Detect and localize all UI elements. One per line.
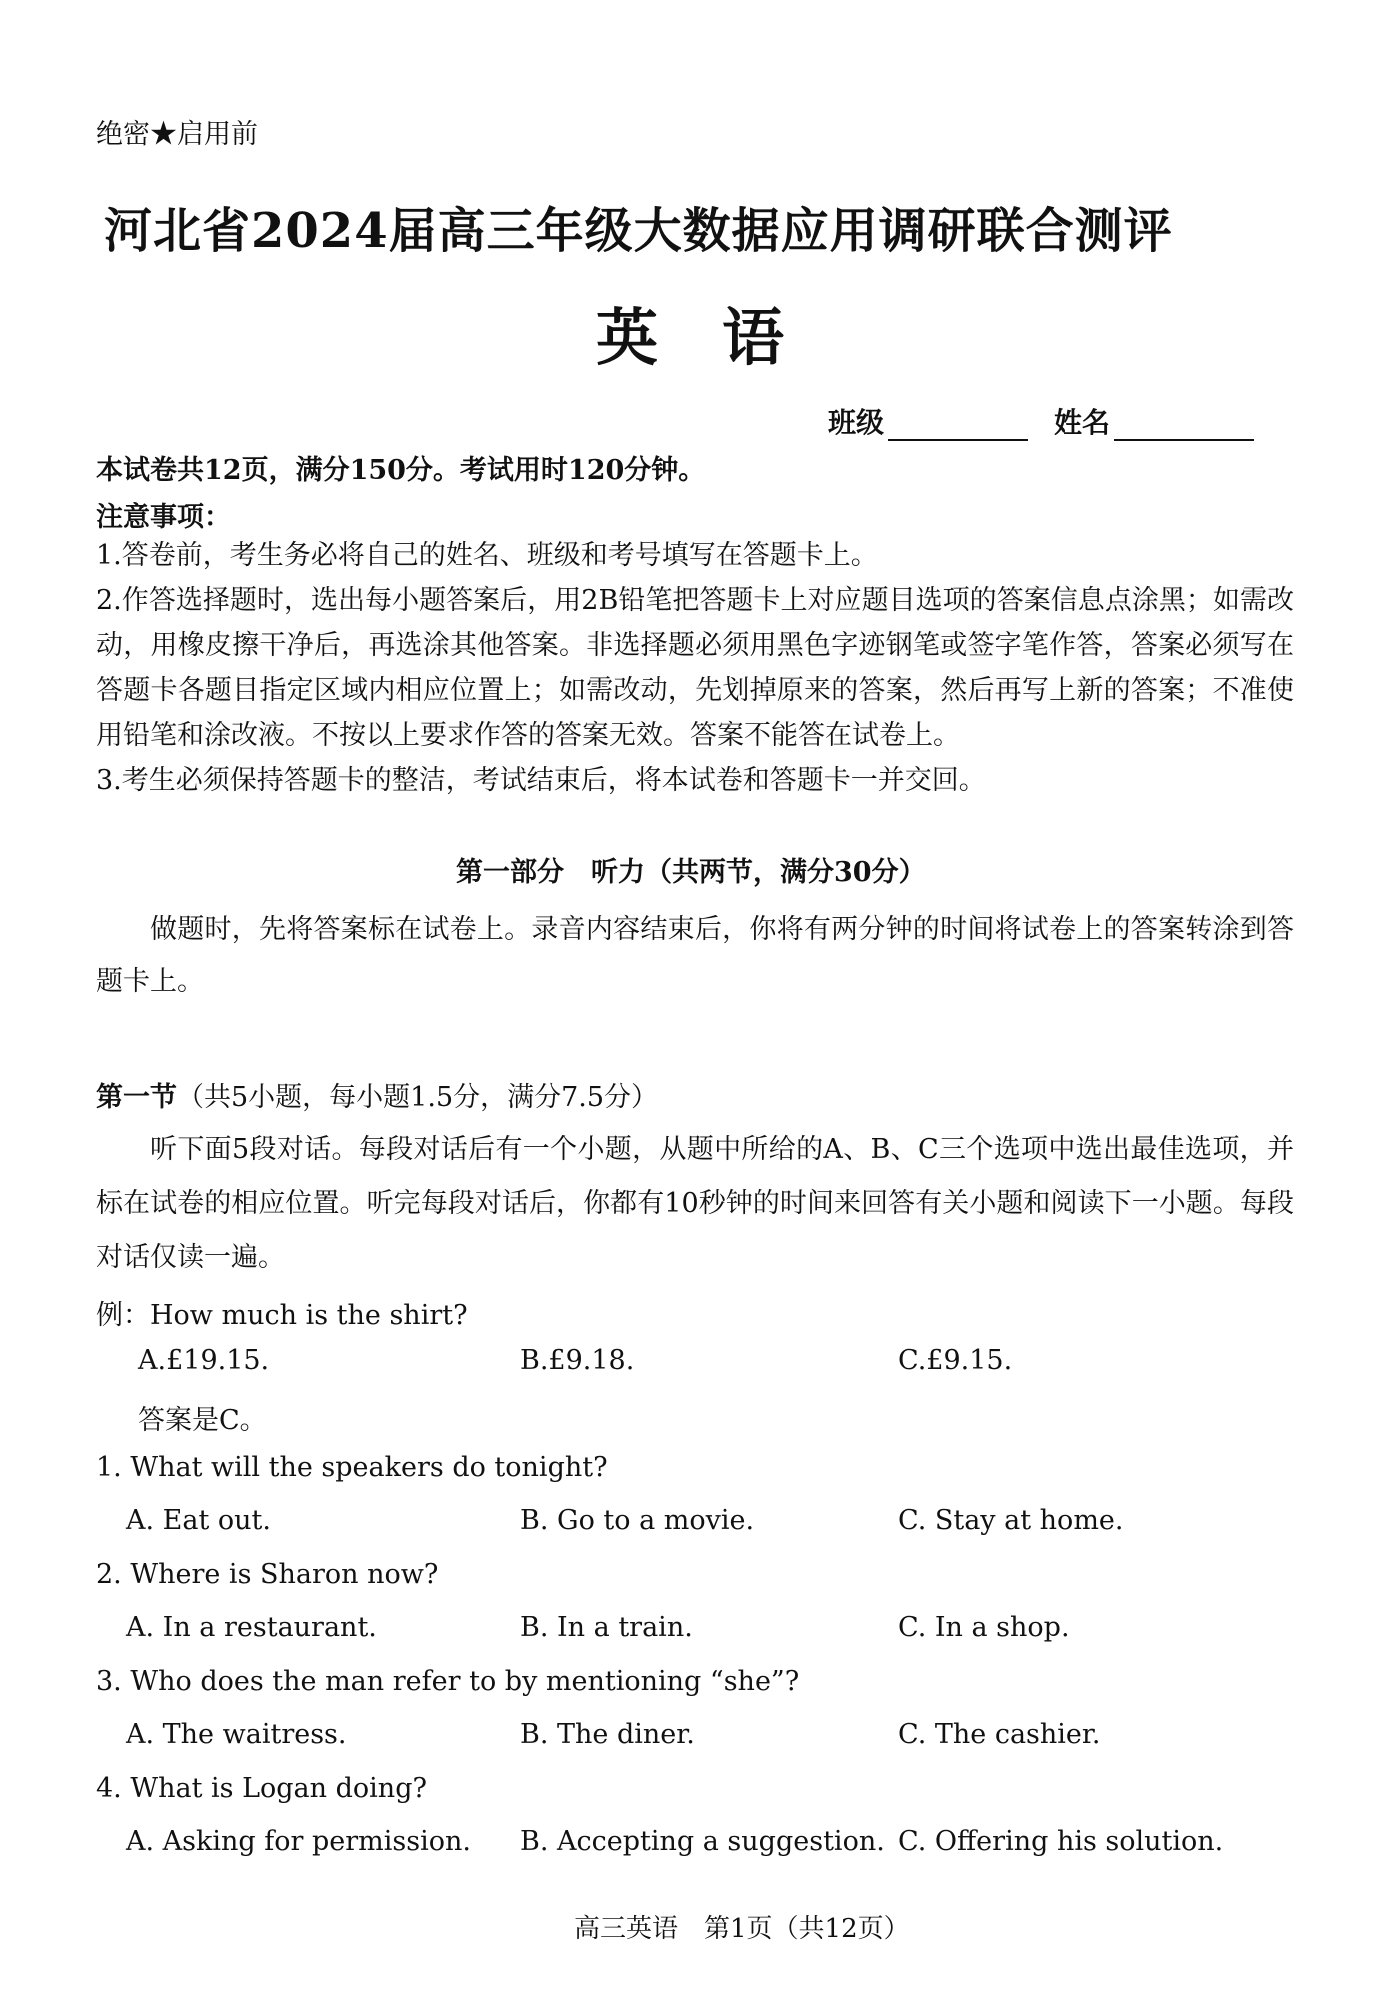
class-label: 班级 bbox=[828, 406, 885, 439]
notice-item: 3.考生必须保持答题卡的整洁，考试结束后，将本试卷和答题卡一并交回。 bbox=[96, 765, 986, 796]
option-c[interactable]: C. The cashier. bbox=[898, 1719, 1101, 1750]
section1-heading bbox=[96, 1075, 658, 1114]
notice-heading: 注意事项： bbox=[96, 502, 231, 533]
question-stem: 2. Where is Sharon now? bbox=[96, 1559, 439, 1590]
example-question: 例：How much is the shirt? bbox=[96, 1300, 468, 1331]
option-c[interactable]: C. Stay at home. bbox=[898, 1505, 1124, 1536]
notice-item: 2.作答选择题时，选出每小题答案后，用2B铅笔把答题卡上对应题目选项的答案信息点涂黑；如需改动，用橡皮擦干净后，再选涂其他答案。非选择题必须用黑色字迹钢笔或签字笔作答，答案必须写在答题卡各题目指定区域内相应位置上；如需改动，先划掉原来的答案，然后再写上新的答案；不准使用铅笔和涂改液。不按以上要求作答的答案无效。答案不能答在试卷上。 bbox=[96, 585, 1294, 751]
name-blank[interactable] bbox=[1114, 411, 1254, 441]
section1-heading-bold: 第一节 bbox=[96, 1082, 177, 1113]
option-c[interactable]: C. In a shop. bbox=[898, 1612, 1070, 1643]
option-b[interactable]: B. Accepting a suggestion. bbox=[520, 1826, 885, 1857]
example-answer: 答案是C。 bbox=[138, 1405, 267, 1436]
question-stem: 3. Who does the man refer to by mentioning “she”? bbox=[96, 1666, 800, 1697]
exam-info: 本试卷共12页，满分150分。考试用时120分钟。 bbox=[96, 455, 706, 486]
notice-item: 1.答卷前，考生务必将自己的姓名、班级和考号填写在答题卡上。 bbox=[96, 540, 878, 571]
option-c[interactable]: C. Offering his solution. bbox=[898, 1826, 1224, 1857]
class-blank[interactable] bbox=[888, 411, 1028, 441]
confidential-label: 绝密★启用前 bbox=[96, 119, 258, 150]
option-b[interactable]: B. The diner. bbox=[520, 1719, 695, 1750]
subject-title: 英语 bbox=[596, 301, 849, 374]
page-footer: 高三英语 第1页（共12页） bbox=[574, 1914, 910, 1944]
example-option-a: A.£19.15. bbox=[138, 1345, 270, 1376]
question-stem: 4. What is Logan doing? bbox=[96, 1773, 427, 1804]
part1-description: 做题时，先将答案标在试卷上。录音内容结束后，你将有两分钟的时间将试卷上的答案转涂到答题卡上。 bbox=[96, 914, 1294, 997]
exam-title: 河北省2024届高三年级大数据应用调研联合测评 bbox=[104, 203, 1173, 259]
class-name-fields bbox=[828, 401, 1280, 441]
example-option-b: B.£9.18. bbox=[520, 1345, 635, 1376]
question-stem: 1. What will the speakers do tonight? bbox=[96, 1452, 608, 1483]
example-option-c: C.£9.15. bbox=[898, 1345, 1013, 1376]
section1-description: 听下面5段对话。每段对话后有一个小题，从题中所给的A、B、C三个选项中选出最佳选项，并标在试卷的相应位置。听完每段对话后，你都有10秒钟的时间来回答有关小题和阅读下一小题。每段对话仅读一遍。 bbox=[96, 1134, 1294, 1273]
name-label: 姓名 bbox=[1054, 406, 1111, 439]
option-a[interactable]: A. Eat out. bbox=[126, 1505, 271, 1536]
part1-heading: 第一部分 听力（共两节，满分30分） bbox=[456, 857, 926, 888]
section1-heading-rest: （共5小题，每小题1.5分，满分7.5分） bbox=[177, 1082, 659, 1113]
option-a[interactable]: A. Asking for permission. bbox=[126, 1826, 471, 1857]
option-b[interactable]: B. In a train. bbox=[520, 1612, 693, 1643]
option-a[interactable]: A. The waitress. bbox=[126, 1719, 347, 1750]
option-b[interactable]: B. Go to a movie. bbox=[520, 1505, 755, 1536]
option-a[interactable]: A. In a restaurant. bbox=[126, 1612, 377, 1643]
